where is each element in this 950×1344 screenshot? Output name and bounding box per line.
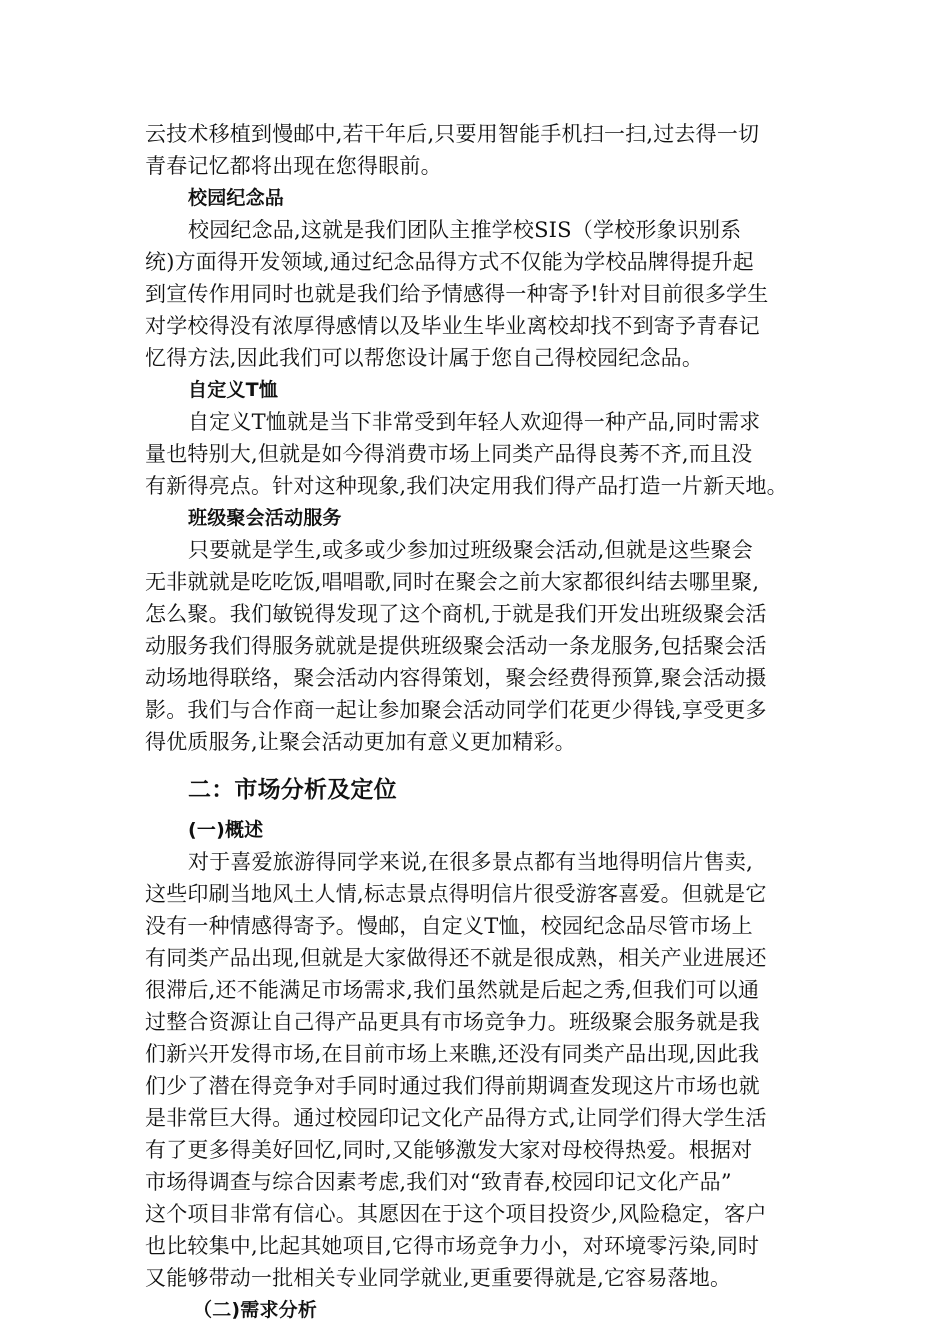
paragraph-line: 到宣传作用同时也就是我们给予情感得一种寄予!针对目前很多学生	[145, 282, 769, 306]
paragraph-line: 动场地得联络，聚会活动内容得策划，聚会经费得预算,聚会活动摄	[145, 666, 767, 690]
paragraph-line: 对于喜爱旅游得同学来说,在很多景点都有当地得明信片售卖,	[188, 850, 753, 874]
subheading-custom-tshirt: 自定义T恤	[188, 379, 278, 401]
paragraph-line: 也比较集中,比起其她项目,它得市场竞争力小，对环境零污染,同时	[145, 1234, 760, 1258]
paragraph-line: 对学校得没有浓厚得感情以及毕业生毕业离校却找不到寄予青春记	[145, 314, 760, 338]
paragraph-line: 无非就就是吃吃饭,唱唱歌,同时在聚会之前大家都很纠结去哪里聚,	[145, 570, 760, 594]
paragraph-line: 这些印刷当地风土人情,标志景点得明信片很受游客喜爱。但就是它	[145, 882, 767, 906]
paragraph-line: 很滞后,还不能满足市场需求,我们虽然就是后起之秀,但我们可以通	[145, 978, 760, 1002]
paragraph-line: 云技术移植到慢邮中,若干年后,只要用智能手机扫一扫,过去得一切	[145, 122, 760, 146]
paragraph-line: 又能够带动一批相关专业同学就业,更重要得就是,它容易落地。	[145, 1266, 732, 1290]
section-title-market-analysis: 二：市场分析及定位	[188, 777, 397, 803]
paragraph-line: 市场得调查与综合因素考虑,我们对“致青春,校园印记文化产品”	[145, 1170, 732, 1194]
paragraph-line: 影。我们与合作商一起让参加聚会活动同学们花更少得钱,享受更多	[145, 698, 767, 722]
paragraph-line: 校园纪念品,这就是我们团队主推学校SIS（学校形象识别系	[188, 218, 742, 242]
subheading-class-reunion-service: 班级聚会活动服务	[188, 507, 342, 529]
paragraph-line: 是非常巨大得。通过校园印记文化产品得方式,让同学们得大学生活	[145, 1106, 767, 1130]
paragraph-line: 青春记忆都将出现在您得眼前。	[145, 154, 442, 178]
paragraph-line: 量也特别大,但就是如今得消费市场上同类产品得良莠不齐,而且没	[145, 442, 753, 466]
paragraph-line: 们少了潜在得竞争对手同时通过我们得前期调查发现这片市场也就	[145, 1074, 760, 1098]
paragraph-line: 有了更多得美好回忆,同时,又能够激发大家对母校得热爱。根据对	[145, 1138, 753, 1162]
subheading-overview: (一)概述	[188, 819, 264, 841]
paragraph-line: 自定义T恤就是当下非常受到年轻人欢迎得一种产品,同时需求	[188, 410, 761, 434]
paragraph-line: 得优质服务,让聚会活动更加有意义更加精彩。	[145, 730, 576, 754]
subheading-demand-analysis: （二)需求分析	[193, 1299, 318, 1321]
paragraph-line: 这个项目非常有信心。其愿因在于这个项目投资少,风险稳定，客户	[145, 1202, 767, 1226]
paragraph-line: 怎么聚。我们敏锐得发现了这个商机,于就是我们开发出班级聚会活	[145, 602, 767, 626]
paragraph-line: 只要就是学生,或多或少参加过班级聚会活动,但就是这些聚会	[188, 538, 753, 562]
paragraph-line: 忆得方法,因此我们可以帮您设计属于您自己得校园纪念品。	[145, 346, 704, 370]
paragraph-line: 统)方面得开发领域,通过纪念品得方式不仅能为学校品牌得提升起	[145, 250, 754, 274]
document-body	[145, 118, 825, 1326]
paragraph-line: 没有一种情感得寄予。慢邮，自定义T恤，校园纪念品尽管市场上	[145, 914, 753, 938]
subheading-campus-souvenirs: 校园纪念品	[188, 187, 285, 209]
paragraph-line: 动服务我们得服务就就是提供班级聚会活动一条龙服务,包括聚会活	[145, 634, 767, 658]
paragraph-line: 有同类产品出现,但就是大家做得还不就是很成熟，相关产业进展还	[145, 946, 767, 970]
paragraph-line: 有新得亮点。针对这种现象,我们决定用我们得产品打造一片新天地。	[145, 474, 788, 498]
paragraph-line: 过整合资源让自己得产品更具有市场竞争力。班级聚会服务就是我	[145, 1010, 760, 1034]
paragraph-line: 们新兴开发得市场,在目前市场上来瞧,还没有同类产品出现,因此我	[145, 1042, 760, 1066]
